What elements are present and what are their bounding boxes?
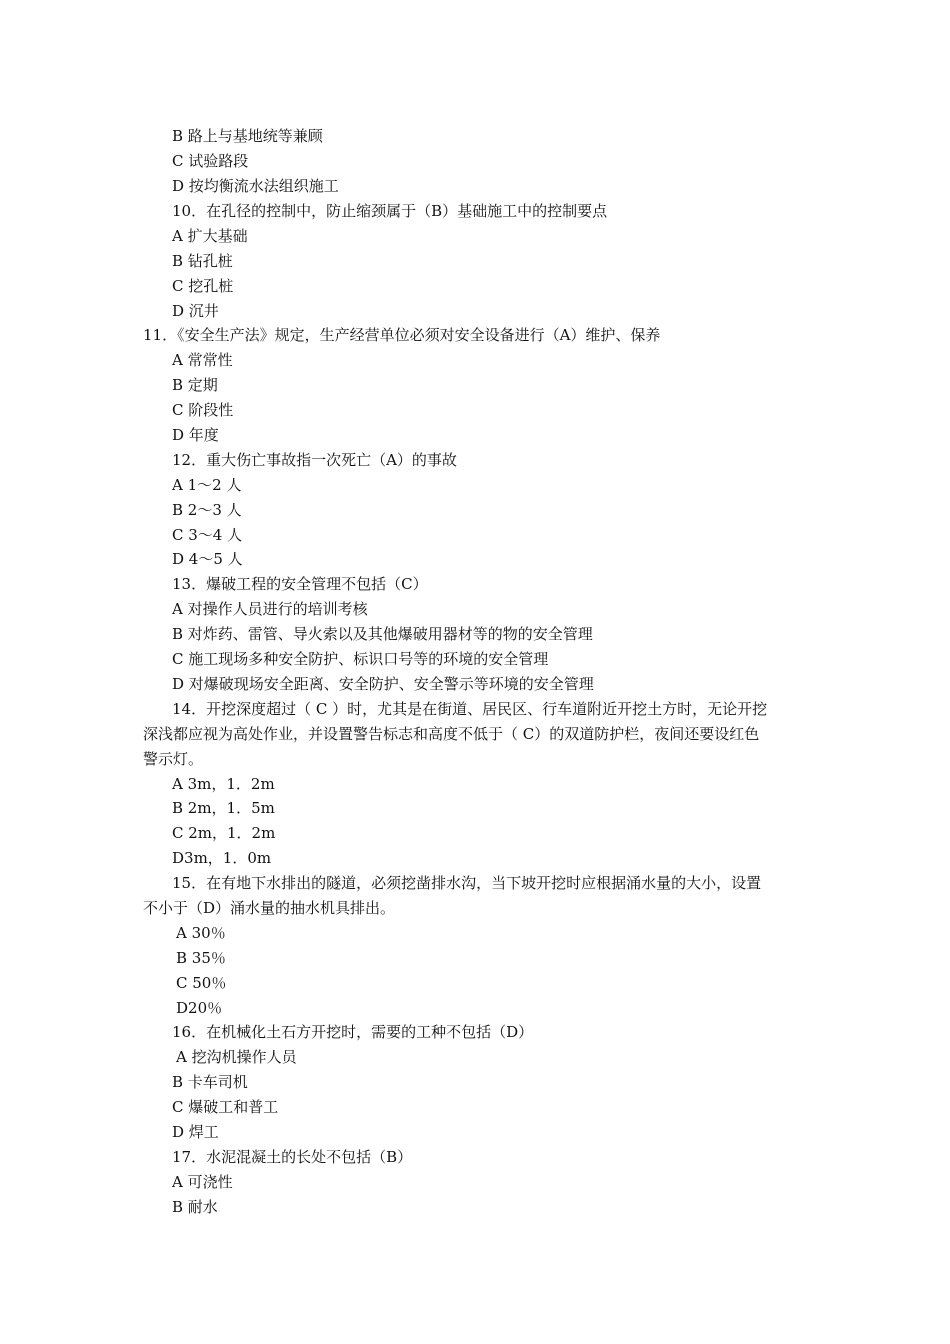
option-line: C 挖孔桩 xyxy=(172,277,234,295)
option-line: C 试验路段 xyxy=(172,152,249,170)
option-line: B 钻孔桩 xyxy=(172,252,233,270)
option-line: A 1～2 人 xyxy=(172,476,242,494)
question-continuation-line: 不小于（D）涌水量的抽水机具排出。 xyxy=(143,899,396,917)
option-line: C 50％ xyxy=(176,974,227,992)
question-continuation-line: 警示灯。 xyxy=(143,750,204,768)
option-line: B 对炸药、雷管、导火索以及其他爆破用器材等的物的安全管理 xyxy=(172,625,593,643)
option-line: A 挖沟机操作人员 xyxy=(176,1048,297,1066)
question-line: 14．开挖深度超过（ C ）时，尤其是在街道、居民区、行车道附近开挖土方时，无论开挖 xyxy=(172,700,768,718)
option-line: C 3～4 人 xyxy=(172,526,243,544)
option-line: B 路上与基地统等兼顾 xyxy=(172,127,323,145)
option-line: D 对爆破现场安全距离、安全防护、安全警示等环境的安全管理 xyxy=(172,675,594,693)
question-line: 13．爆破工程的安全管理不包括（C） xyxy=(172,575,428,593)
option-line: A 对操作人员进行的培训考核 xyxy=(172,600,368,618)
option-line: D20％ xyxy=(176,999,223,1017)
option-line: B 2m，1．5m xyxy=(172,799,275,817)
question-line: 11．《安全生产法》规定，生产经营单位必须对安全设备进行（A）维护、保养 xyxy=(143,326,661,344)
option-line: A 可浇性 xyxy=(172,1173,233,1191)
option-line: D 焊工 xyxy=(172,1123,219,1141)
option-line: C 阶段性 xyxy=(172,401,234,419)
option-line: B 卡车司机 xyxy=(172,1073,248,1091)
question-line: 12．重大伤亡事故指一次死亡（A）的事故 xyxy=(172,451,457,469)
option-line: C 施工现场多种安全防护、标识口号等的环境的安全管理 xyxy=(172,650,549,668)
option-line: A 3m，1．2m xyxy=(172,775,275,793)
option-line: B 耐水 xyxy=(172,1198,218,1216)
question-line: 17．水泥混凝土的长处不包括（B） xyxy=(172,1148,413,1166)
option-line: D 按均衡流水法组织施工 xyxy=(172,177,339,195)
question-line: 16．在机械化土石方开挖时，需要的工种不包括（D） xyxy=(172,1023,534,1041)
option-line: B 35％ xyxy=(176,949,226,967)
option-line: D 年度 xyxy=(172,426,219,444)
option-line: D 4～5 人 xyxy=(172,550,243,568)
option-line: B 2～3 人 xyxy=(172,501,242,519)
question-continuation-line: 深浅都应视为高处作业，并设置警告标志和高度不低于（ C）的双道防护栏，夜间还要设红色 xyxy=(143,725,760,743)
option-line: B 定期 xyxy=(172,376,218,394)
option-line: D 沉井 xyxy=(172,302,219,320)
option-line: A 扩大基础 xyxy=(172,227,248,245)
option-line: A 30％ xyxy=(176,924,226,942)
option-line: C 爆破工和普工 xyxy=(172,1098,279,1116)
option-line: A 常常性 xyxy=(172,351,233,369)
question-line: 10．在孔径的控制中，防止缩颈属于（B）基础施工中的控制要点 xyxy=(172,202,608,220)
option-line: D3m，1．0m xyxy=(172,849,272,867)
question-line: 15．在有地下水排出的隧道，必须挖凿排水沟，当下坡开挖时应根据涌水量的大小，设置 xyxy=(172,874,762,892)
option-line: C 2m，1．2m xyxy=(172,824,276,842)
